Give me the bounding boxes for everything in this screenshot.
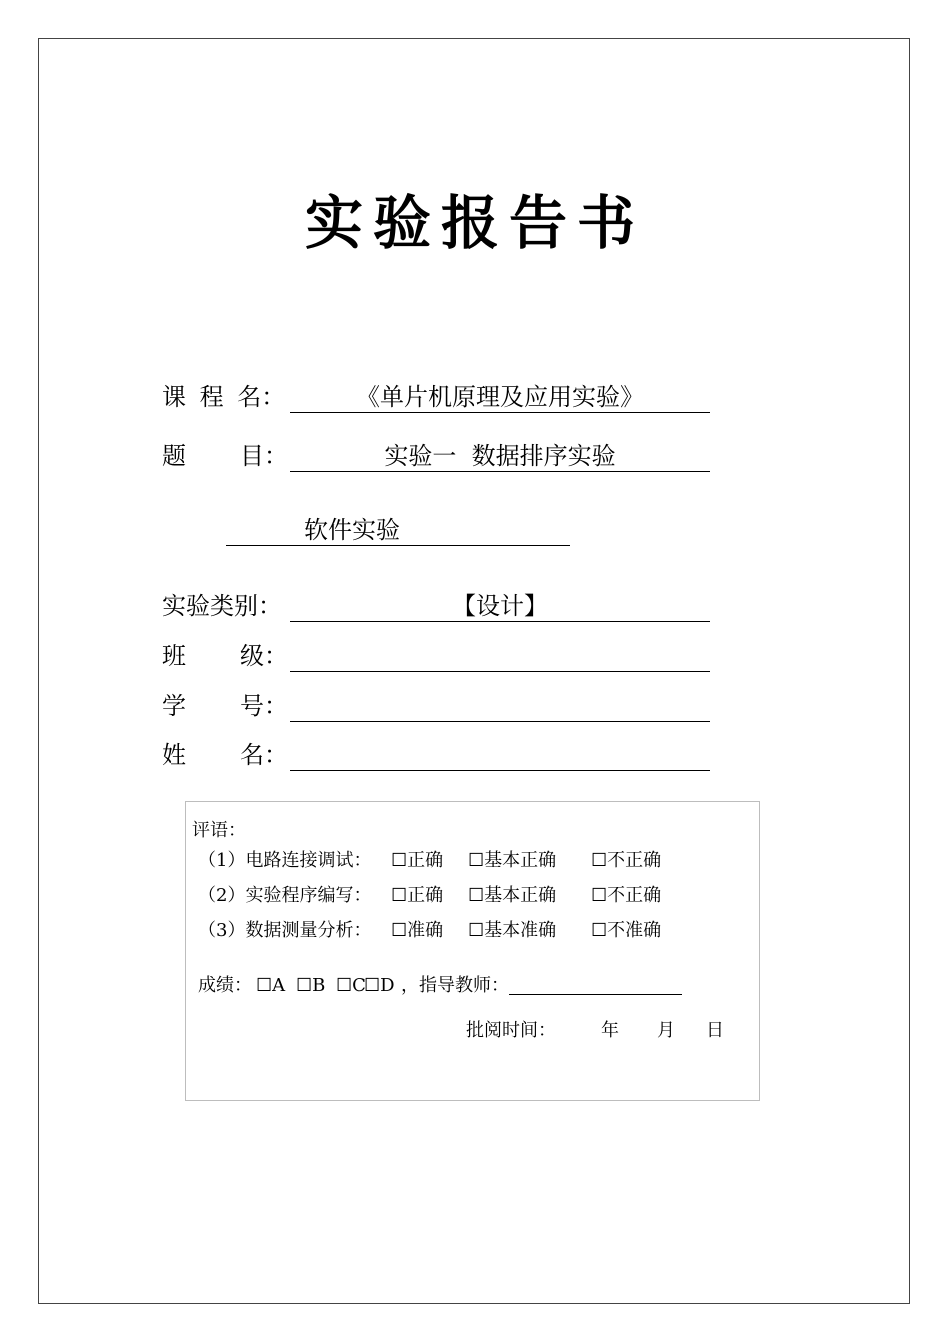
review-item-1-label: （1）电路连接调试： — [198, 850, 372, 871]
category-field[interactable] — [290, 591, 710, 622]
topic-value: 实验一 数据排序实验 — [384, 442, 616, 470]
instructor-signature-line[interactable] — [509, 994, 682, 995]
review-item-2-option-1[interactable]: ☐正确 — [391, 885, 444, 906]
review-date-day: 日 — [706, 1020, 724, 1041]
class-label: 班 级： — [162, 642, 288, 670]
review-item-1-option-2[interactable]: ☐基本正确 — [468, 850, 557, 871]
review-item-1-option-3[interactable]: ☐不正确 — [591, 850, 662, 871]
student-id-field[interactable] — [290, 691, 710, 722]
topic-continuation-value: 软件实验 — [304, 516, 400, 544]
review-item-3-option-3[interactable]: ☐不准确 — [591, 920, 662, 941]
review-item-2-label: （2）实验程序编写： — [198, 885, 372, 906]
review-box — [185, 801, 760, 1101]
review-item-3-label: （3）数据测量分析： — [198, 920, 372, 941]
review-date-year: 年 — [601, 1020, 619, 1041]
grade-option-b[interactable]: ☐B — [296, 975, 326, 996]
review-date-label: 批阅时间： — [466, 1020, 556, 1041]
topic-field[interactable] — [290, 441, 710, 472]
review-item-2-option-2[interactable]: ☐基本正确 — [468, 885, 557, 906]
topic-continuation-field[interactable] — [226, 515, 570, 546]
review-item-3-option-2[interactable]: ☐基本准确 — [468, 920, 557, 941]
name-label: 姓 名： — [162, 741, 288, 769]
student-id-label: 学 号： — [162, 692, 288, 720]
document-title: 实验报告书 — [304, 189, 645, 257]
instructor-label: ，指导教师： — [401, 975, 509, 996]
course-field[interactable] — [290, 382, 710, 413]
topic-label: 题 目： — [162, 442, 288, 470]
grade-option-c[interactable]: ☐C — [336, 975, 366, 996]
review-item-2-option-3[interactable]: ☐不正确 — [591, 885, 662, 906]
name-field[interactable] — [290, 740, 710, 771]
course-value: 《单片机原理及应用实验》 — [356, 383, 644, 411]
grade-label: 成绩： — [198, 975, 252, 996]
grade-option-a[interactable]: ☐A — [256, 975, 286, 996]
review-date-month: 月 — [657, 1020, 675, 1041]
category-value: 【设计】 — [452, 592, 548, 620]
grade-option-d[interactable]: ☐D — [364, 975, 395, 996]
class-field[interactable] — [290, 641, 710, 672]
course-label: 课 程 名： — [162, 383, 286, 411]
review-heading: 评语： — [192, 820, 246, 841]
review-item-3-option-1[interactable]: ☐准确 — [391, 920, 444, 941]
review-item-1-option-1[interactable]: ☐正确 — [391, 850, 444, 871]
category-label: 实验类别： — [162, 592, 282, 620]
